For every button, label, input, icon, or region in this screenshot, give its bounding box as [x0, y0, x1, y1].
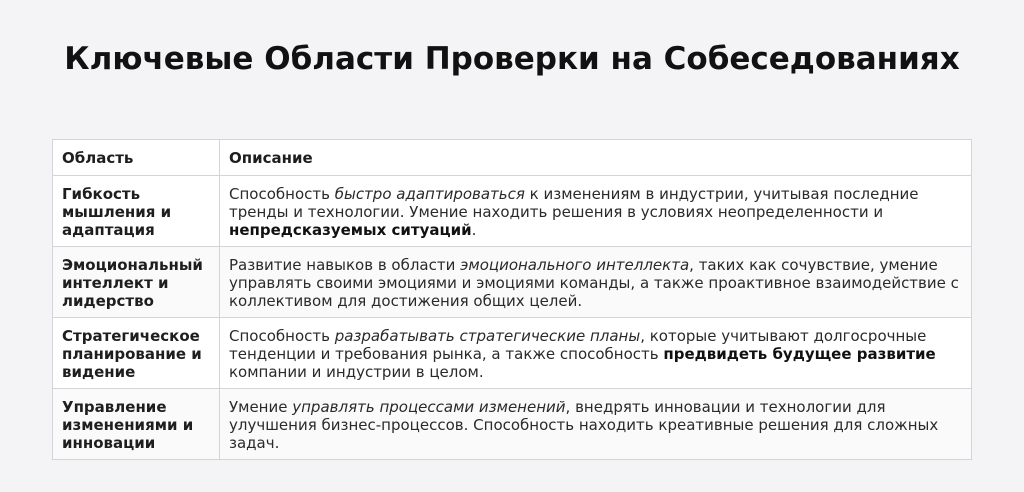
text-segment: к изменениям в индустрии, учитывая последние тренды и технологии. Умение находить решения в условиях неопределенности и [229, 185, 919, 221]
text-segment: , которые учитывают долгосрочные тенденции и требования рынка, а также способность [229, 327, 927, 363]
text-segment: Способность [229, 327, 335, 345]
table-row [53, 389, 972, 460]
italic-segment: быстро адаптироваться [334, 185, 525, 203]
table-row [53, 176, 972, 247]
description-cell [220, 318, 972, 389]
area-cell: Эмоциональный интеллект и лидерство [53, 247, 220, 318]
header-row [53, 140, 972, 176]
description-cell [220, 389, 972, 460]
table-body [53, 176, 972, 460]
text-segment: . [471, 221, 477, 239]
header-area: Область [53, 140, 220, 176]
text-segment: Умение [229, 398, 293, 416]
areas-table [52, 139, 972, 460]
text-segment: , внедрять инновации и технологии для улучшения бизнес-процессов. Способность находить креативные решения для сложных задач. [229, 398, 939, 452]
italic-segment: разрабатывать стратегические планы [334, 327, 641, 345]
text-segment: , таких как сочувствие, умение управлять своими эмоциями и эмоциями команды, а также проактивное взаимодействие с коллективом для достижения общих целей. [229, 256, 959, 310]
table-row [53, 247, 972, 318]
bold-segment: непредсказуемых ситуаций [229, 221, 472, 239]
text-segment: компании и индустрии в целом. [229, 363, 484, 381]
area-cell: Управление изменениями и инновации [53, 389, 220, 460]
table-header [53, 140, 972, 176]
description-cell [220, 176, 972, 247]
text-segment: Развитие навыков в области [229, 256, 461, 274]
table-row [53, 318, 972, 389]
italic-segment: эмоционального интеллекта [460, 256, 690, 274]
italic-segment: управлять процессами изменений [292, 398, 566, 416]
header-description: Описание [220, 140, 972, 176]
area-cell: Стратегическое планирование и видение [53, 318, 220, 389]
page-title: Ключевые Области Проверки на Собеседованиях [64, 41, 960, 77]
description-cell [220, 247, 972, 318]
area-cell: Гибкость мышления и адаптация [53, 176, 220, 247]
bold-segment: предвидеть будущее развитие [663, 345, 936, 363]
text-segment: Способность [229, 185, 335, 203]
